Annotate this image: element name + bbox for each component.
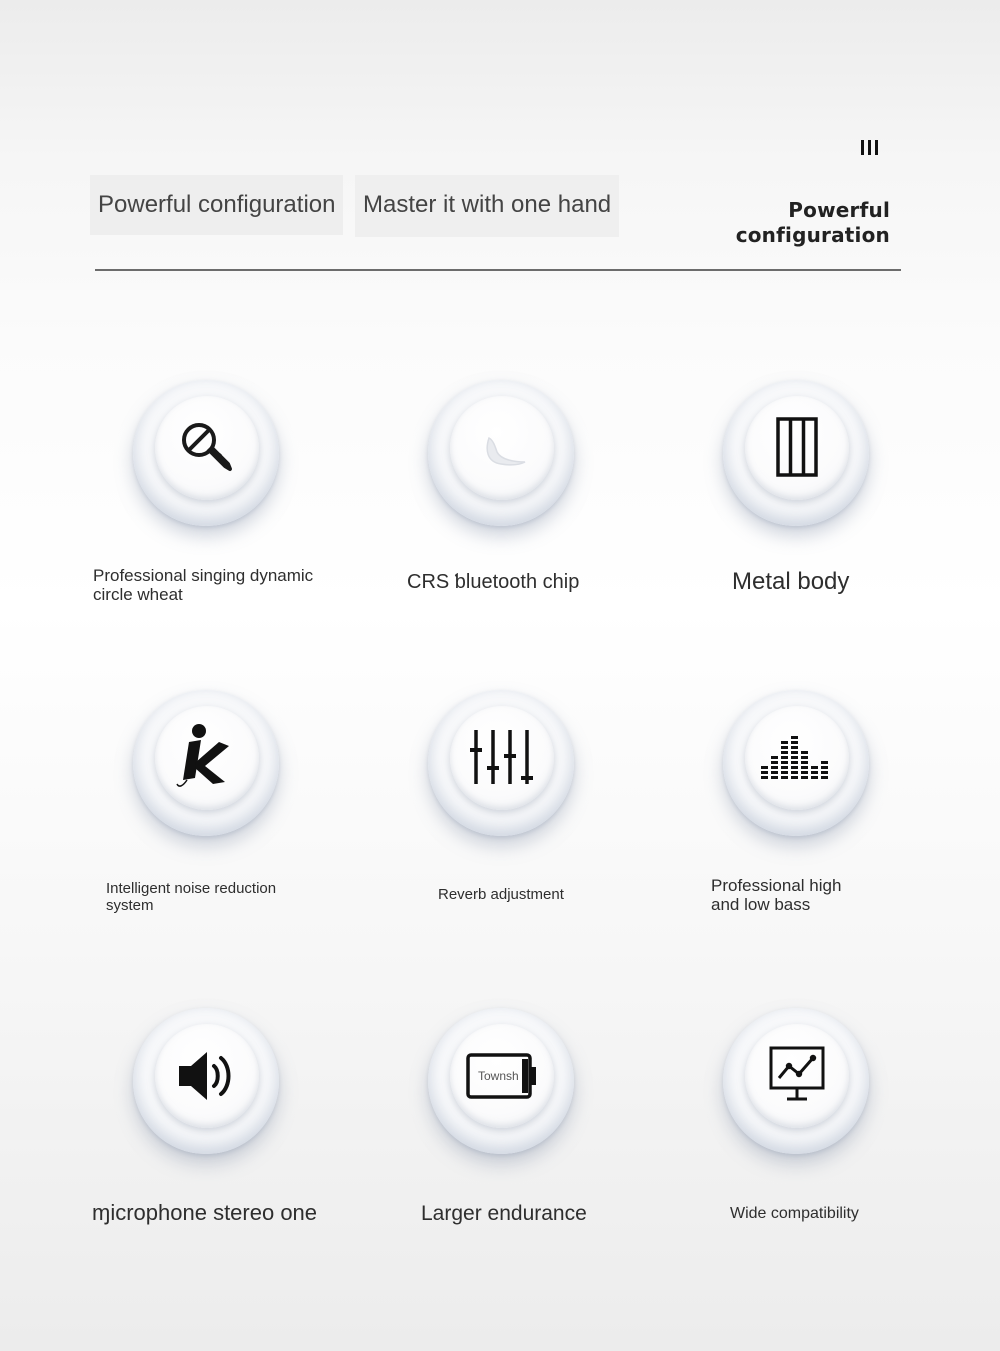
monitor-chart-icon — [765, 1044, 829, 1108]
feature-reverb — [355, 690, 655, 930]
icon-disc — [133, 380, 279, 526]
battery-icon — [464, 1051, 540, 1101]
feature-label: Intelligent noise reduction system — [106, 880, 277, 914]
speaker-icon — [175, 1048, 239, 1104]
microphone-icon — [175, 416, 239, 480]
icon-disc — [428, 1008, 574, 1154]
feature-noise-reduction — [85, 690, 385, 930]
feature-compatibility — [650, 1008, 950, 1248]
section-title: Powerful configuration — [735, 198, 890, 247]
spectrum-bars-icon — [759, 736, 835, 780]
feature-microphone — [85, 380, 385, 620]
icon-disc — [428, 380, 574, 526]
metal-body-icon — [772, 416, 822, 480]
bluetooth-chip-icon — [467, 418, 537, 478]
tab-powerful-configuration[interactable]: Powerful configuration — [90, 175, 343, 235]
feature-label: Larger endurance — [421, 1202, 587, 1225]
divider — [95, 269, 901, 271]
icon-disc — [723, 380, 869, 526]
feature-metal-body — [650, 380, 950, 620]
icon-disc — [133, 690, 279, 836]
feature-label: Metal body — [732, 568, 850, 595]
tab-master-it-with-one-hand[interactable]: Master it with one hand — [355, 175, 619, 237]
battery-label: Townsh — [478, 1069, 519, 1083]
equalizer-sliders-icon — [467, 728, 537, 788]
feature-label: CRS ƅluetooth chip — [407, 571, 580, 593]
feature-label: ɱicrophone stereo one — [92, 1200, 318, 1225]
feature-bluetooth-chip — [355, 380, 655, 620]
icon-disc — [723, 690, 869, 836]
feature-high-low-bass — [650, 690, 950, 930]
feature-label: Professional singing dynamic circle wheat — [93, 566, 314, 604]
vertical-bars-icon — [861, 140, 881, 155]
feature-label: Reverb adjustment — [438, 886, 564, 903]
header — [0, 0, 1000, 350]
feature-label: Wide compatibility — [730, 1205, 859, 1222]
icon-disc — [723, 1008, 869, 1154]
karaoke-k-icon — [175, 722, 239, 794]
feature-label: Professional high and low bass — [711, 876, 842, 914]
feature-endurance — [355, 1008, 655, 1248]
feature-stereo — [85, 1008, 385, 1248]
icon-disc — [133, 1008, 279, 1154]
icon-disc — [428, 690, 574, 836]
